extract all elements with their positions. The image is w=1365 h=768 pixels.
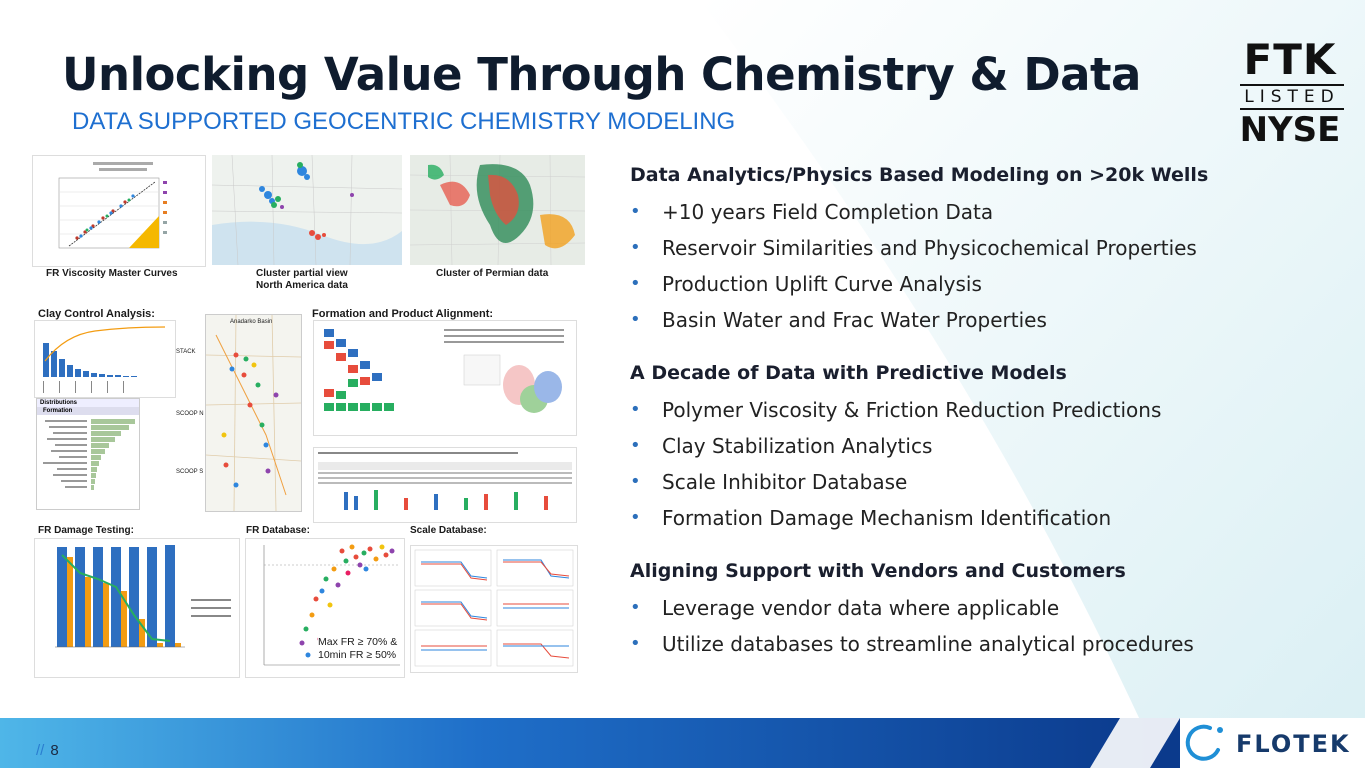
section-predictive-models [630, 360, 1330, 536]
bullet-item: • Utilize databases to streamline analytical procedures [630, 626, 1330, 662]
page-number [36, 742, 59, 759]
scale-database-caption: Scale Database: [410, 525, 487, 536]
bullet-item: • Basin Water and Frac Water Properties [630, 302, 1330, 338]
fr-damage-chart [34, 538, 240, 678]
bullet-list [630, 194, 1330, 338]
clay-control-chart [34, 320, 176, 398]
page-number-prefix: // [36, 742, 45, 759]
north-america-map-image [212, 155, 402, 265]
fr-viscosity-caption: FR Viscosity Master Curves [46, 268, 178, 279]
bullet-item: • Leverage vendor data where applicable [630, 590, 1330, 626]
fr-damage-caption: FR Damage Testing: [38, 525, 134, 536]
scoop-n-label: SCOOP N [176, 411, 204, 417]
clay-control-caption: Clay Control Analysis: [38, 308, 155, 320]
flotek-logo-icon [1180, 718, 1230, 768]
kmeans-cluster-table [313, 447, 577, 523]
cluster-na-caption-line2: North America data [256, 280, 348, 291]
bullet-item: • Production Uplift Curve Analysis [630, 266, 1330, 302]
formation-alignment-charts [313, 320, 577, 436]
fr-viscosity-chart [32, 155, 206, 267]
bullet-item: • Polymer Viscosity & Friction Reduction Predictions [630, 392, 1330, 428]
bullet-list [630, 392, 1330, 536]
listed-logo-text: LISTED [1240, 84, 1344, 110]
formation-label: Formation [37, 407, 139, 415]
scatter-matrix-and-cluster-3d [314, 321, 576, 435]
page-number-value: 8 [50, 742, 59, 759]
formation-distribution [36, 398, 140, 510]
stack-label: STACK [176, 349, 196, 355]
scale-database-charts [410, 545, 578, 673]
fr-viscosity-plot [33, 156, 205, 266]
footer-bar [0, 718, 1365, 768]
cluster-means-table [314, 448, 576, 522]
scale-saturation-plots [411, 546, 577, 672]
section-vendor-support [630, 558, 1330, 662]
distributions-label: Distributions [37, 399, 139, 407]
bullet-item: • Formation Damage Mechanism Identification [630, 500, 1330, 536]
section-heading: Data Analytics/Physics Based Modeling on >20k Wells [630, 164, 1209, 186]
clay-pareto-plot [35, 321, 175, 397]
anadarko-basin-map [205, 314, 302, 512]
ftk-nyse-logo [1236, 35, 1344, 150]
anadarko-label: Anadarko Basin [230, 319, 273, 325]
cluster-permian-map [410, 155, 585, 265]
permian-map-image [410, 155, 585, 265]
bullet-item: • Scale Inhibitor Database [630, 464, 1330, 500]
bullet-item: • +10 years Field Completion Data [630, 194, 1330, 230]
section-heading: Aligning Support with Vendors and Customers [630, 560, 1126, 582]
fr-database-caption: FR Database: [246, 525, 310, 536]
bullet-item: • Reservoir Similarities and Physicochemical Properties [630, 230, 1330, 266]
scoop-s-label: SCOOP S [176, 469, 204, 475]
max-fr-label-line1: Max FR ≥ 70% & [318, 636, 398, 648]
fr-damage-bar-chart [35, 539, 239, 677]
right-column [630, 162, 1330, 684]
cluster-na-caption-line1: Cluster partial view [256, 268, 348, 279]
formation-bars [37, 415, 139, 507]
cluster-permian-caption: Cluster of Permian data [436, 268, 549, 279]
formation-alignment-caption: Formation and Product Alignment: [312, 308, 494, 320]
max-fr-label-line2: 10min FR ≥ 50% [318, 649, 397, 661]
slide-subtitle: DATA SUPPORTED GEOCENTRIC CHEMISTRY MODELING [72, 108, 736, 135]
section-data-analytics [630, 162, 1330, 338]
cluster-north-america-map [212, 155, 402, 265]
section-heading: A Decade of Data with Predictive Models [630, 362, 1067, 384]
bullet-item: • Clay Stabilization Analytics [630, 428, 1330, 464]
ftk-logo-text: FTK [1243, 35, 1337, 84]
anadarko-map-image [206, 315, 301, 511]
flotek-logo-text: FLOTEK [1236, 730, 1351, 758]
bullet-list [630, 590, 1330, 662]
slide-title: Unlocking Value Through Chemistry & Data [62, 48, 1141, 101]
nyse-logo-text: NYSE [1239, 110, 1341, 150]
